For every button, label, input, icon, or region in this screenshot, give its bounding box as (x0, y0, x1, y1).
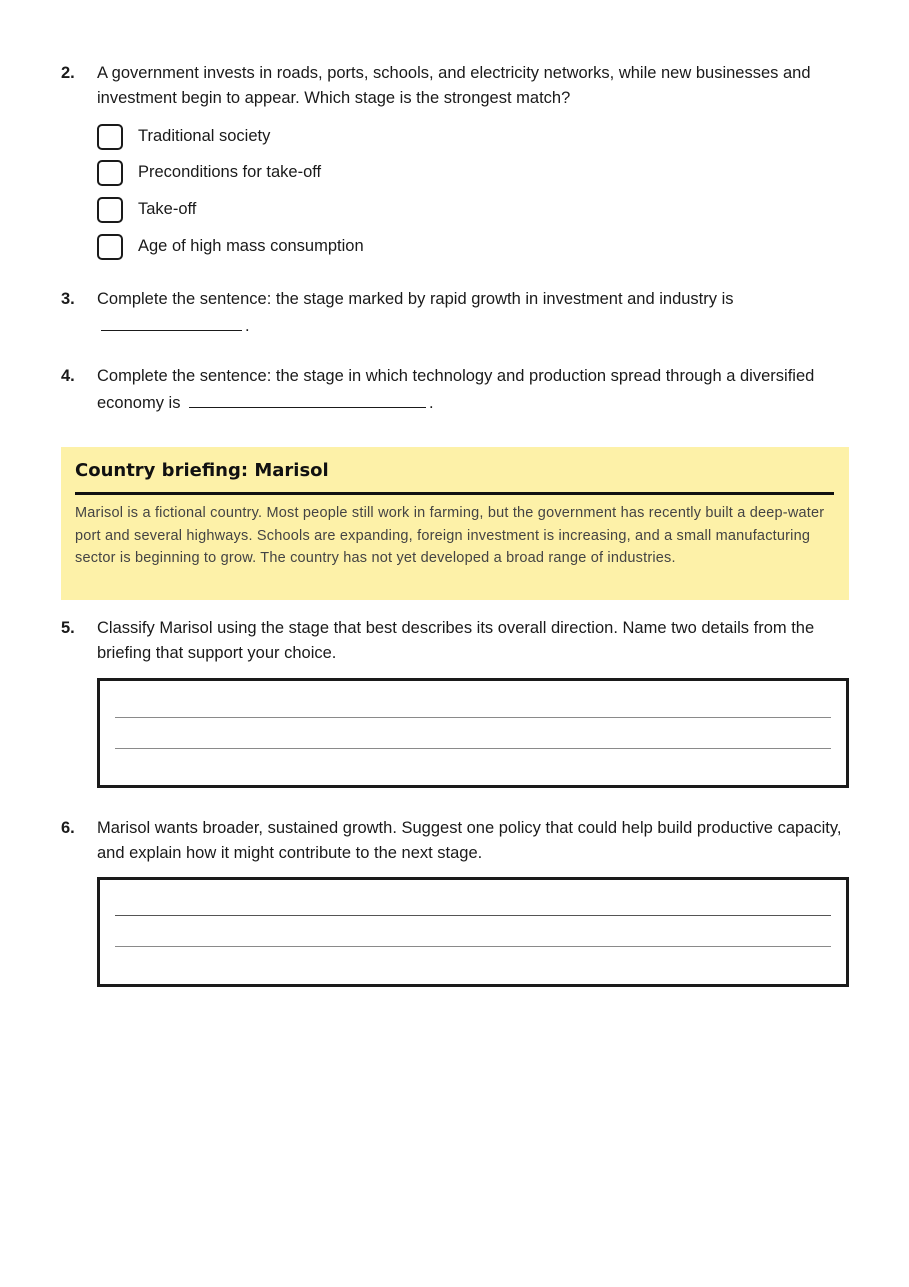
answer-box-question-5[interactable] (97, 678, 849, 788)
question-number: 3. (61, 290, 75, 308)
fill-in-blank[interactable] (101, 312, 242, 331)
answer-line (115, 717, 831, 718)
sentence-end: . (245, 316, 250, 335)
briefing-title: Country briefing: Marisol (75, 460, 329, 481)
question-number: 4. (61, 367, 75, 385)
question-number: 5. (61, 619, 75, 637)
checkbox[interactable] (97, 234, 123, 260)
fill-in-blank[interactable] (189, 389, 426, 408)
question-3 (61, 287, 851, 338)
checkbox[interactable] (97, 197, 123, 223)
question-5 (61, 616, 851, 665)
question-text: Complete the sentence: the stage in which technology and production spread through a diversified economy is (97, 367, 815, 412)
briefing-body: Marisol is a fictional country. Most people still work in farming, but the government has recently built a deep-water port and several highways. Schools are expanding, foreign investment is increasing, and a small manufacturing sector is beginning to grow. The country has not yet developed a broad range of industries. (75, 505, 825, 566)
answer-box-question-6[interactable] (97, 877, 849, 987)
option-label: Take-off (138, 200, 197, 218)
question-4 (61, 364, 851, 415)
option-label: Age of high mass consumption (138, 237, 364, 255)
answer-line (115, 946, 831, 947)
option-label: Traditional society (138, 127, 271, 145)
checkbox[interactable] (97, 124, 123, 150)
question-number: 2. (61, 64, 75, 82)
question-text: Marisol wants broader, sustained growth. Suggest one policy that could help build productive capacity, and explain how it might contribute to the next stage. (97, 819, 842, 862)
question-number: 6. (61, 819, 75, 837)
answer-line (115, 748, 831, 749)
checkbox[interactable] (97, 160, 123, 186)
question-2 (61, 61, 851, 110)
answer-line (115, 915, 831, 916)
option-label: Preconditions for take-off (138, 163, 322, 181)
sentence-end: . (429, 393, 434, 412)
question-text: Classify Marisol using the stage that best describes its overall direction. Name two details from the briefing that support your choice. (97, 619, 815, 662)
question-text: A government invests in roads, ports, schools, and electricity networks, while new businesses and investment begin to appear. Which stage is the strongest match? (97, 64, 811, 107)
country-briefing-panel (61, 447, 849, 600)
briefing-divider (75, 492, 834, 495)
question-text: Complete the sentence: the stage marked by rapid growth in investment and industry is (97, 290, 734, 308)
question-6 (61, 816, 851, 865)
